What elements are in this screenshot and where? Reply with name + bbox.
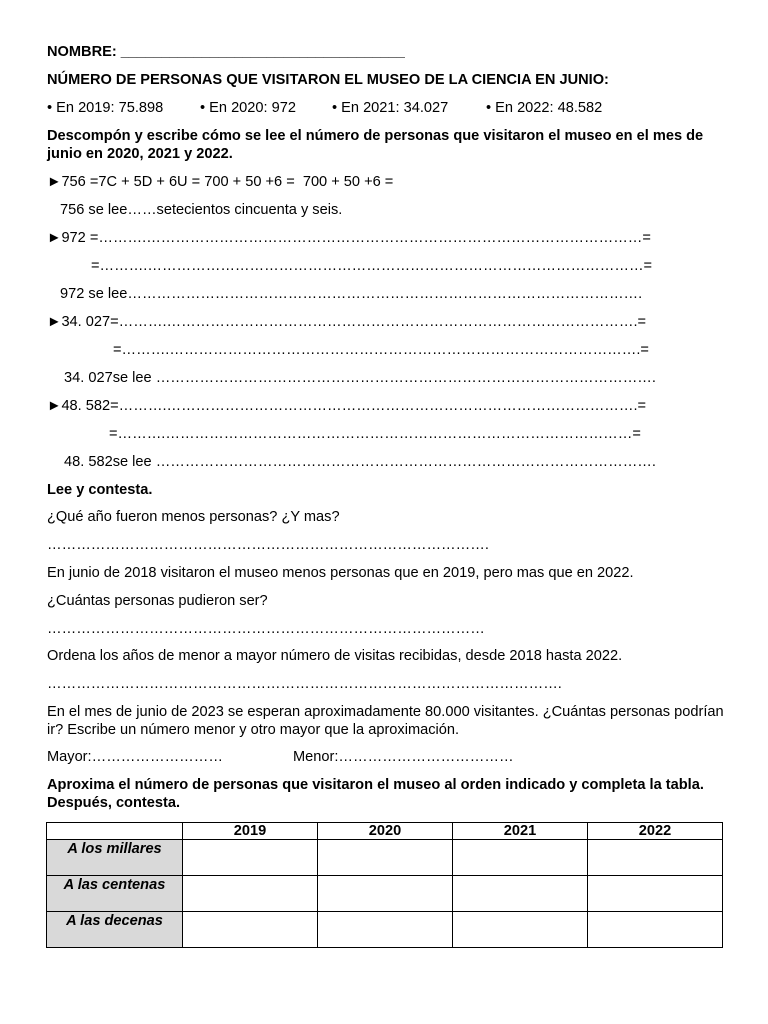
exercise-line-972[interactable]: ►972 =……….…………………………………………………………………………………………= <box>47 230 651 246</box>
table-header-2019: 2019 <box>183 823 318 840</box>
menor-field[interactable]: Menor:……………………………… <box>293 749 514 765</box>
question-3: Ordena los años de menor a mayor número de visitas recibidas, desde 2018 hasta 2022. <box>47 648 623 664</box>
question-2b: ¿Cuántas personas pudieron ser? <box>47 593 268 609</box>
table-cell[interactable] <box>453 912 588 948</box>
table-cell[interactable] <box>588 912 723 948</box>
exercise-line-48582-read[interactable]: 48. 582se lee …………………………………………………………………………………………. <box>64 454 656 470</box>
name-field-label[interactable]: NOMBRE: ___________________________________ <box>47 44 405 60</box>
exercise-line-34027-b[interactable]: =……….…………………………………………………………………………………….= <box>113 342 649 358</box>
table-row <box>47 912 723 948</box>
table-cell[interactable] <box>318 912 453 948</box>
row-header-decenas: A las decenas <box>47 912 183 948</box>
visit-2020: • En 2020: 972 <box>200 100 296 116</box>
row-header-millares: A los millares <box>47 840 183 876</box>
table-header-2022: 2022 <box>588 823 723 840</box>
table-cell[interactable] <box>183 840 318 876</box>
table-cell[interactable] <box>318 840 453 876</box>
section-title-read-answer: Lee y contesta. <box>47 482 153 498</box>
exercise-line-34027[interactable]: ►34. 027=……….…………………………………………………………………………………….= <box>47 314 647 330</box>
table-cell[interactable] <box>588 840 723 876</box>
table-cell[interactable] <box>183 876 318 912</box>
answer-line-1[interactable]: ………………………………………………………………………………. <box>47 537 489 553</box>
question-4: En el mes de junio de 2023 se esperan aproximadamente 80.000 visitantes. ¿Cuántas personas podrían ir? Escribe un número menor y otro mayor que la aproximación. <box>47 704 724 738</box>
table-cell[interactable] <box>588 876 723 912</box>
page-title: NÚMERO DE PERSONAS QUE VISITARON EL MUSEO DE LA CIENCIA EN JUNIO: <box>47 72 609 88</box>
answer-line-3[interactable]: ……………………………………………………………………………………………. <box>47 676 562 692</box>
question-1: ¿Qué año fueron menos personas? ¿Y mas? <box>47 509 340 525</box>
table-corner-cell <box>47 823 183 840</box>
table-header-2020: 2020 <box>318 823 453 840</box>
table-cell[interactable] <box>453 840 588 876</box>
exercise-line-756-read: 756 se lee……setecientos cincuenta y seis. <box>60 202 343 218</box>
table-row <box>47 876 723 912</box>
exercise-line-756: ►756 =7C + 5D + 6U = 700 + 50 +6 = 700 + 50 +6 = <box>47 174 394 190</box>
approximation-table <box>46 822 723 948</box>
exercise-line-48582[interactable]: ►48. 582=……….…………………………………………………………………………………….= <box>47 398 647 414</box>
answer-line-2[interactable]: ……………………………………………………………………………… <box>47 621 485 637</box>
question-2: En junio de 2018 visitaron el museo menos personas que en 2019, pero mas que en 2022. <box>47 565 634 581</box>
exercise-line-34027-read[interactable]: 34. 027se lee …………………………………………………………………………………………. <box>64 370 656 386</box>
table-row <box>47 840 723 876</box>
exercise-line-972-b[interactable]: =……….…………………………………………………………………………………………= <box>91 258 653 274</box>
table-cell[interactable] <box>183 912 318 948</box>
table-header-2021: 2021 <box>453 823 588 840</box>
instruction-approximate: Aproxima el número de personas que visitaron el museo al orden indicado y completa la tabla. Después, contesta. <box>47 777 704 811</box>
visit-2021: • En 2021: 34.027 <box>332 100 449 116</box>
table-cell[interactable] <box>453 876 588 912</box>
mayor-field[interactable]: Mayor:……………………… <box>47 749 223 765</box>
exercise-line-972-read[interactable]: 972 se lee……………………………………………………………………………………………. <box>60 286 643 302</box>
visit-2019: • En 2019: 75.898 <box>47 100 164 116</box>
row-header-centenas: A las centenas <box>47 876 183 912</box>
exercise-line-48582-b[interactable]: =……….……………………………………………………………………………………= <box>109 426 641 442</box>
instruction-decompose: Descompón y escribe cómo se lee el número de personas que visitaron el museo en el mes de junio en 2020, 2021 y 2022. <box>47 128 704 162</box>
visit-2022: • En 2022: 48.582 <box>486 100 603 116</box>
table-cell[interactable] <box>318 876 453 912</box>
